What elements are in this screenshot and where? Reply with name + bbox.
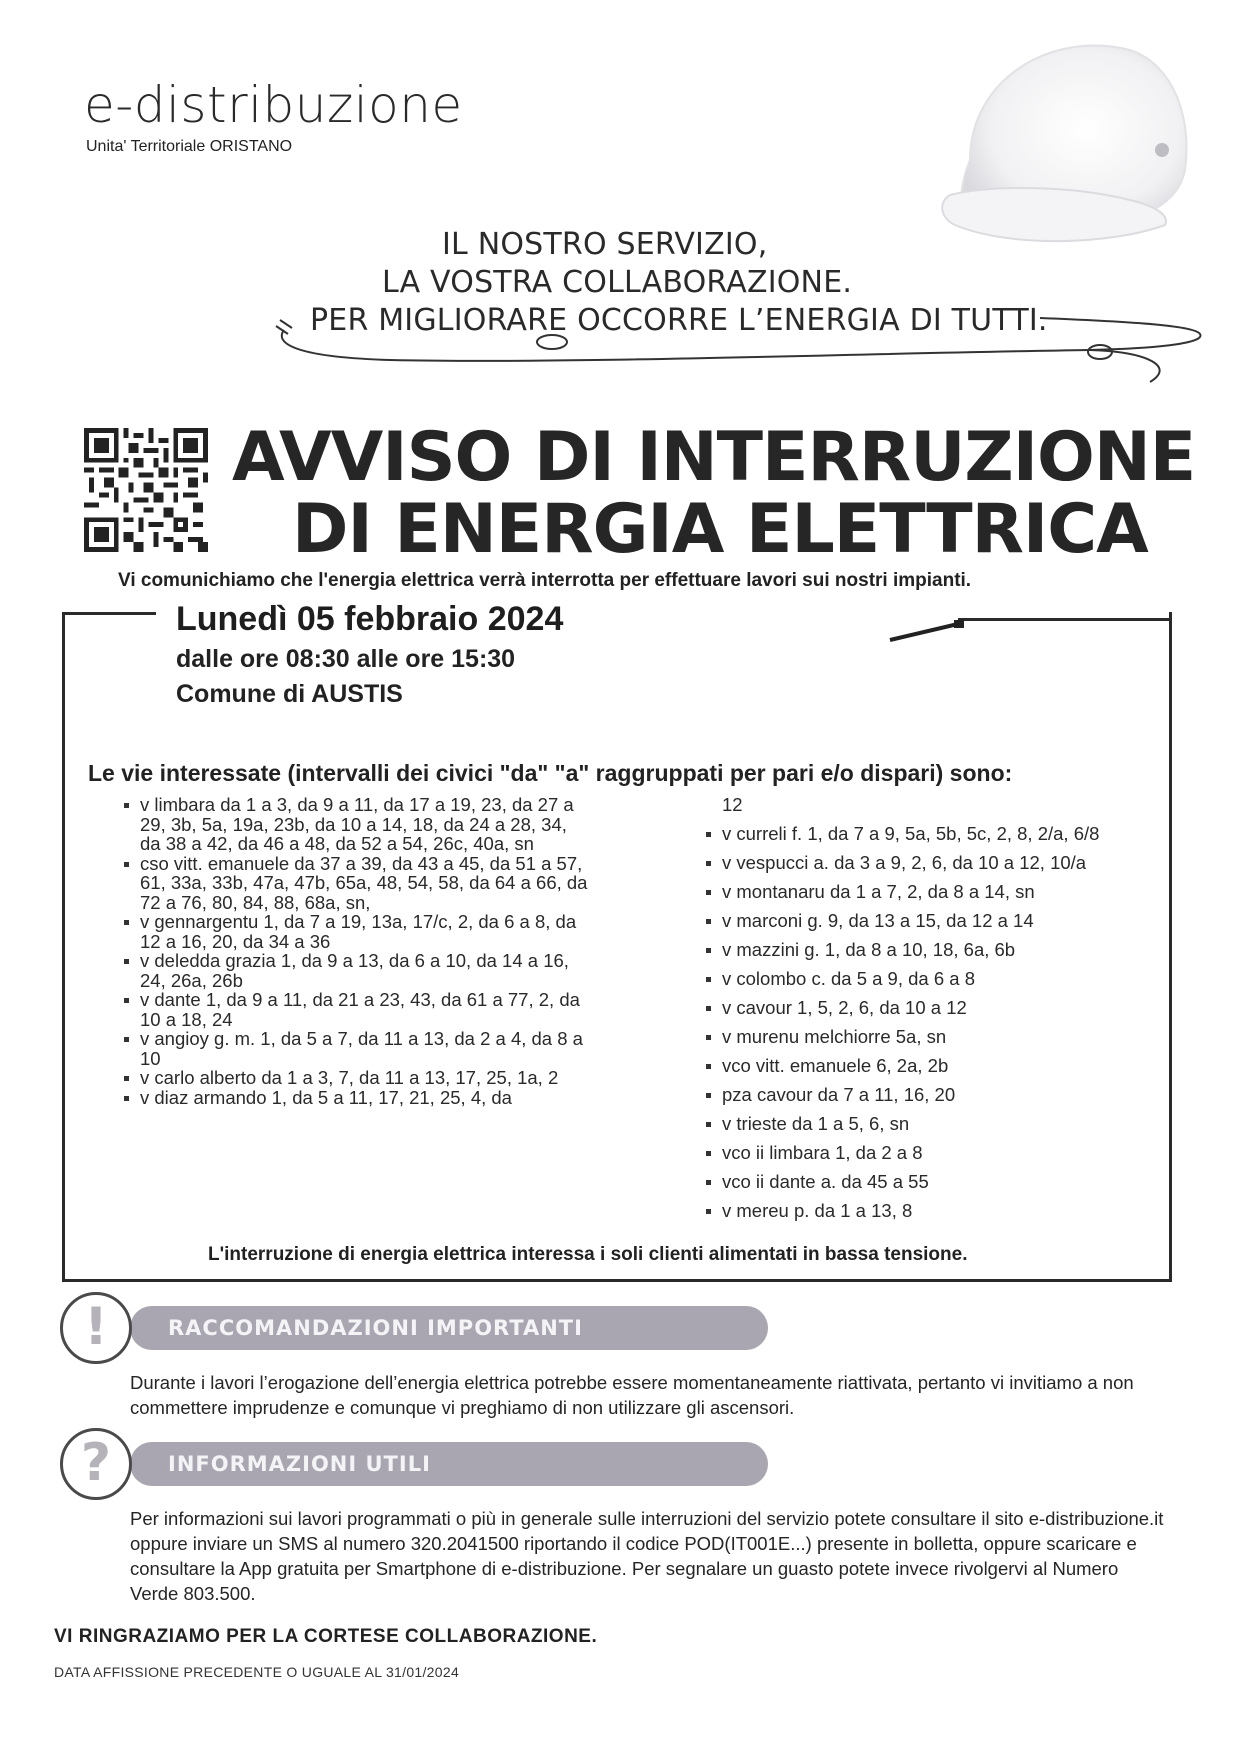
list-item: vco ii dante a. da 45 a 55 xyxy=(700,1172,1170,1192)
power-cable-icon xyxy=(270,312,1210,402)
company-logo: e-distribuzione xyxy=(84,76,463,134)
list-item: v deledda grazia 1, da 9 a 13, da 6 a 10, da 14 a 16, 24, 26a, 26b xyxy=(118,951,588,990)
plug-icon xyxy=(888,618,978,648)
list-item: v vespucci a. da 3 a 9, 2, 6, da 10 a 12, 10/a xyxy=(700,853,1170,873)
list-item: v marconi g. 9, da 13 a 15, da 12 a 14 xyxy=(700,911,1170,931)
helmet-icon xyxy=(930,20,1190,260)
slogan-line-3: PER MIGLIORARE OCCORRE L’ENERGIA DI TUTTI. xyxy=(310,303,1048,338)
interruption-date: Lunedì 05 febbraio 2024 xyxy=(176,600,564,638)
question-icon: ? xyxy=(60,1428,132,1500)
list-item: v gennargentu 1, da 7 a 19, 13a, 17/c, 2, da 6 a 8, da 12 a 16, 20, da 34 a 36 xyxy=(118,912,588,951)
box-border-top-left xyxy=(62,612,156,615)
low-voltage-note: L'interruzione di energia elettrica interessa i soli clienti alimentati in bassa tensione. xyxy=(208,1244,968,1265)
list-item: cso vitt. emanuele da 37 a 39, da 43 a 45, da 51 a 57, 61, 33a, 33b, 47a, 47b, 65a, 48, 54, 58, da 64 a 66, da 72 a 76, 80, 84, 88, 68a, sn, xyxy=(118,854,588,913)
title-line-1: AVVISO DI INTERRUZIONE xyxy=(232,418,1196,497)
list-item: v curreli f. 1, da 7 a 9, 5a, 5b, 5c, 2, 8, 2/a, 6/8 xyxy=(700,824,1170,844)
list-item: v carlo alberto da 1 a 3, 7, da 11 a 13, 17, 25, 1a, 2 xyxy=(118,1068,588,1088)
thanks-text: VI RINGRAZIAMO PER LA CORTESE COLLABORAZIONE. xyxy=(54,1626,598,1647)
list-item: v mazzini g. 1, da 8 a 10, 18, 6a, 6b xyxy=(700,940,1170,960)
list-item: v cavour 1, 5, 2, 6, da 10 a 12 xyxy=(700,998,1170,1018)
recommendations-title: RACCOMANDAZIONI IMPORTANTI xyxy=(168,1316,583,1340)
list-item-continuation: 12 xyxy=(722,794,743,815)
streets-header: Le vie interessate (intervalli dei civici "da" "a" raggruppati per pari e/o dispari) sono: xyxy=(88,760,1013,786)
info-title: INFORMAZIONI UTILI xyxy=(168,1452,431,1476)
box-border-top-right xyxy=(958,618,1172,621)
list-item: v murenu melchiorre 5a, sn xyxy=(700,1027,1170,1047)
list-item: pza cavour da 7 a 11, 16, 20 xyxy=(700,1085,1170,1105)
list-item: v dante 1, da 9 a 11, da 21 a 23, 43, da 61 a 77, 2, da 10 a 18, 24 xyxy=(118,990,588,1029)
list-item: v limbara da 1 a 3, da 9 a 11, da 17 a 19, 23, da 27 a 29, 3b, 5a, 19a, 23b, da 10 a 14, 18, da 24 a 28, 34, da 38 a 42, da 46 a 48, da 52 a 54, 26c, 40a, sn xyxy=(118,795,588,854)
posting-date: DATA AFFISSIONE PRECEDENTE O UGUALE AL 31/01/2024 xyxy=(54,1664,460,1680)
title-line-2: DI ENERGIA ELETTRICA xyxy=(292,490,1148,569)
qr-code-icon xyxy=(84,428,208,552)
list-item: vco ii limbara 1, da 2 a 8 xyxy=(700,1143,1170,1163)
streets-list-left xyxy=(118,795,588,1107)
list-item: v diaz armando 1, da 5 a 11, 17, 21, 25, 4, da xyxy=(118,1088,588,1108)
interruption-hours: dalle ore 08:30 alle ore 15:30 xyxy=(176,645,516,673)
list-item: v colombo c. da 5 a 9, da 6 a 8 xyxy=(700,969,1170,989)
list-item: v montanaru da 1 a 7, 2, da 8 a 14, sn xyxy=(700,882,1170,902)
list-item: vco vitt. emanuele 6, 2a, 2b xyxy=(700,1056,1170,1076)
streets-list-right xyxy=(700,795,1170,1230)
intro-text: Vi comunichiamo che l'energia elettrica verrà interrotta per effettuare lavori sui nostri impianti. xyxy=(118,570,972,591)
recommendations-text: Durante i lavori l’erogazione dell’energia elettrica potrebbe essere momentaneamente riattivata, pertanto vi invitiamo a non commettere imprudenze e comunque vi preghiamo di non utilizzare gli ascensori. xyxy=(130,1372,1134,1418)
slogan-line-2: LA VOSTRA COLLABORAZIONE. xyxy=(382,265,853,300)
info-text: Per informazioni sui lavori programmati o più in generale sulle interruzioni del servizio potete consultare il sito e-distribuzione.it oppure inviare un SMS al numero 320.2041500 riportando il codice POD(IT001E...) presente in bolletta, oppure scaricare e consultare la App gratuita per Smartphone di e-distribuzione. Per segnalare un guasto potete invece rivolgervi al Numero Verde 803.500. xyxy=(130,1508,1164,1604)
municipality: Comune di AUSTIS xyxy=(176,680,403,708)
notice-title xyxy=(232,418,1232,569)
list-item: v mereu p. da 1 a 13, 8 xyxy=(700,1201,1170,1221)
territorial-unit: Unita' Territoriale ORISTANO xyxy=(86,138,293,155)
list-item: v angioy g. m. 1, da 5 a 7, da 11 a 13, da 2 a 4, da 8 a 10 xyxy=(118,1029,588,1068)
list-item: v trieste da 1 a 5, 6, sn xyxy=(700,1114,1170,1134)
slogan-line-1: IL NOSTRO SERVIZIO, xyxy=(442,227,768,262)
exclamation-icon: ! xyxy=(60,1292,132,1364)
